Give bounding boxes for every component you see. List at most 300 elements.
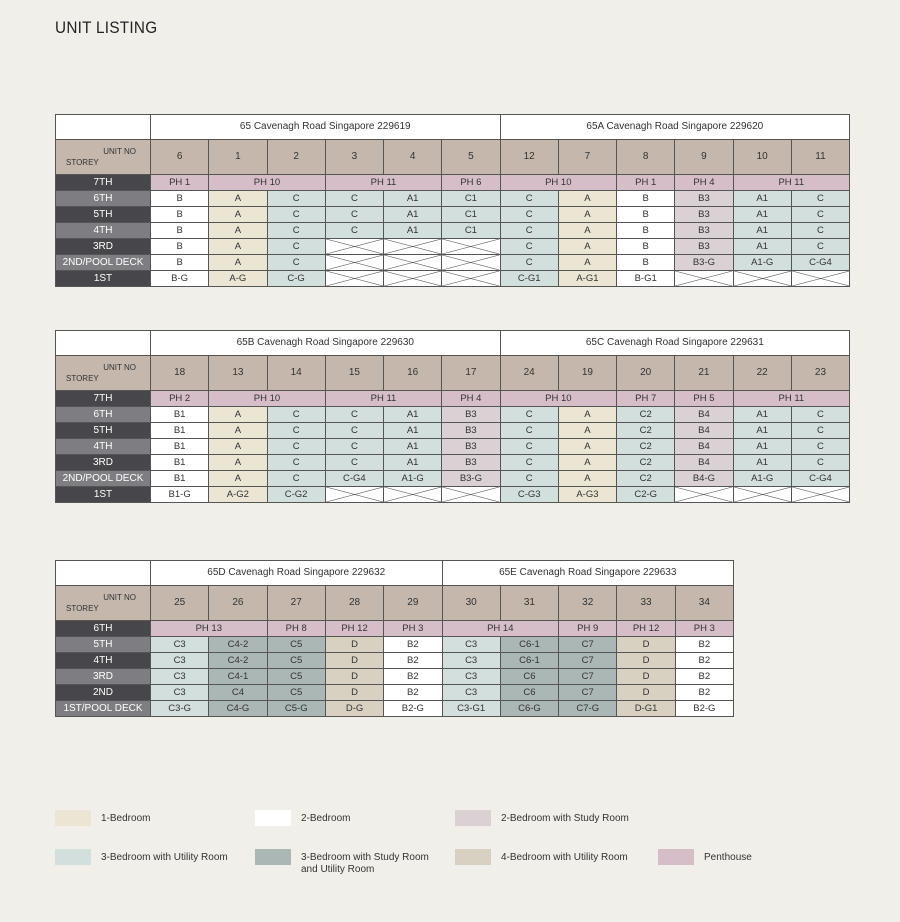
unavailable-cell bbox=[675, 487, 733, 503]
unit-type-cell: A1-G bbox=[733, 471, 791, 487]
unit-number: 15 bbox=[325, 356, 383, 391]
legend-label: 4-Bedroom with Utility Room bbox=[501, 852, 628, 863]
penthouse-cell: PH 3 bbox=[675, 621, 733, 637]
unit-type-cell: C6-1 bbox=[500, 637, 558, 653]
unit-type-cell: C bbox=[791, 439, 849, 455]
unit-type-cell: D bbox=[617, 669, 675, 685]
unit-type-cell: B4 bbox=[675, 423, 733, 439]
address-row bbox=[56, 561, 734, 586]
unit-number: 28 bbox=[325, 586, 383, 621]
unavailable-cell bbox=[733, 487, 791, 503]
address-row bbox=[56, 331, 850, 356]
storey-label-cell: 4TH bbox=[56, 439, 151, 455]
storey-label-cell: 1ST/POOL DECK bbox=[56, 701, 151, 717]
not-available-cross bbox=[326, 239, 383, 254]
penthouse-cell: PH 4 bbox=[675, 175, 733, 191]
penthouse-row bbox=[56, 621, 734, 637]
unit-number: 19 bbox=[558, 356, 616, 391]
unit-type-cell: D bbox=[617, 685, 675, 701]
not-available-cross bbox=[384, 239, 441, 254]
unit-type-cell: B3 bbox=[442, 407, 500, 423]
unit-type-cell: B3 bbox=[442, 423, 500, 439]
unit-type-cell: A-G bbox=[209, 271, 267, 287]
unit-type-cell: B bbox=[151, 207, 209, 223]
penthouse-cell: PH 14 bbox=[442, 621, 559, 637]
unit-type-cell: A1 bbox=[733, 207, 791, 223]
building-address: 65B Cavenagh Road Singapore 229630 bbox=[151, 331, 501, 356]
unit-number: 25 bbox=[151, 586, 209, 621]
penthouse-cell: PH 12 bbox=[617, 621, 675, 637]
unit-type-cell: C bbox=[791, 191, 849, 207]
penthouse-cell: PH 6 bbox=[442, 175, 500, 191]
unit-type-cell: B3 bbox=[675, 207, 733, 223]
unit-type-cell: A bbox=[209, 423, 267, 439]
unavailable-cell bbox=[791, 487, 849, 503]
unit-type-cell: B2 bbox=[675, 637, 733, 653]
storey-row bbox=[56, 207, 850, 223]
unit-type-cell: C bbox=[500, 255, 558, 271]
storey-label-cell: 7TH bbox=[56, 175, 151, 191]
unit-type-cell: C bbox=[791, 223, 849, 239]
unit-type-cell: C bbox=[267, 439, 325, 455]
unit-type-cell: C1 bbox=[442, 207, 500, 223]
unit-type-cell: C4-1 bbox=[209, 669, 267, 685]
unit-type-cell: C4-G bbox=[209, 701, 267, 717]
storey-label-cell: 6TH bbox=[56, 407, 151, 423]
unit-type-cell: C bbox=[325, 439, 383, 455]
unit-number-row bbox=[56, 140, 850, 175]
unit-table bbox=[55, 560, 734, 717]
unit-type-cell: A bbox=[558, 239, 616, 255]
unit-type-cell: A bbox=[209, 255, 267, 271]
unit-number: 24 bbox=[500, 356, 558, 391]
unit-type-cell: C3 bbox=[151, 685, 209, 701]
penthouse-cell: PH 7 bbox=[617, 391, 675, 407]
unit-type-cell: A bbox=[209, 207, 267, 223]
unit-type-cell: A-G1 bbox=[558, 271, 616, 287]
storey-label-cell: 4TH bbox=[56, 653, 151, 669]
unit-type-cell: A1 bbox=[733, 223, 791, 239]
unit-type-cell: C bbox=[325, 223, 383, 239]
unit-type-cell: B2-G bbox=[384, 701, 442, 717]
unit-type-cell: B4 bbox=[675, 407, 733, 423]
unit-type-cell: B2 bbox=[384, 653, 442, 669]
unit-type-cell: A1 bbox=[384, 407, 442, 423]
storey-row bbox=[56, 439, 850, 455]
storey-label-cell: 5TH bbox=[56, 423, 151, 439]
unit-type-cell: C3-G bbox=[151, 701, 209, 717]
unit-number: 6 bbox=[151, 140, 209, 175]
unit-number: 1 bbox=[209, 140, 267, 175]
unavailable-cell bbox=[384, 255, 442, 271]
storey-row bbox=[56, 191, 850, 207]
unit-number: 22 bbox=[733, 356, 791, 391]
unit-type-cell: C2 bbox=[617, 455, 675, 471]
unit-number-row bbox=[56, 356, 850, 391]
unit-type-cell: C3 bbox=[151, 637, 209, 653]
unit-type-cell: C bbox=[791, 239, 849, 255]
storey-label-cell: 5TH bbox=[56, 207, 151, 223]
unit-storey-header bbox=[56, 356, 151, 391]
unit-type-cell: C-G4 bbox=[791, 255, 849, 271]
storey-row bbox=[56, 255, 850, 271]
penthouse-cell: PH 8 bbox=[267, 621, 325, 637]
penthouse-cell: PH 5 bbox=[675, 391, 733, 407]
penthouse-cell: PH 11 bbox=[325, 391, 442, 407]
unit-type-cell: C bbox=[267, 423, 325, 439]
blank-cell bbox=[56, 331, 151, 356]
unit-type-cell: A bbox=[209, 455, 267, 471]
unit-type-cell: A1 bbox=[733, 455, 791, 471]
unit-type-cell: B bbox=[151, 191, 209, 207]
storey-label-cell: 2ND/POOL DECK bbox=[56, 471, 151, 487]
unit-type-cell: C bbox=[791, 407, 849, 423]
not-available-cross bbox=[675, 487, 732, 502]
unit-type-cell: C7-G bbox=[559, 701, 617, 717]
unit-number: 18 bbox=[151, 356, 209, 391]
unit-type-cell: C7 bbox=[559, 685, 617, 701]
unit-type-cell: C bbox=[500, 471, 558, 487]
penthouse-cell: PH 9 bbox=[559, 621, 617, 637]
penthouse-row bbox=[56, 175, 850, 191]
unit-type-cell: C1 bbox=[442, 191, 500, 207]
unit-type-cell: B bbox=[617, 223, 675, 239]
unit-type-cell: C bbox=[267, 255, 325, 271]
unit-number: 29 bbox=[384, 586, 442, 621]
unit-type-cell: C-G bbox=[267, 271, 325, 287]
unit-type-cell: B3-G bbox=[442, 471, 500, 487]
unit-type-cell: C-G2 bbox=[267, 487, 325, 503]
unit-type-cell: A1 bbox=[733, 439, 791, 455]
unit-type-cell: C5 bbox=[267, 685, 325, 701]
unit-type-cell: A1 bbox=[733, 407, 791, 423]
penthouse-cell: PH 11 bbox=[733, 175, 850, 191]
storey-label-cell: 2ND/POOL DECK bbox=[56, 255, 151, 271]
unit-type-cell: C bbox=[267, 207, 325, 223]
not-available-cross bbox=[734, 271, 791, 286]
unit-type-cell: A1-G bbox=[733, 255, 791, 271]
storey-label: STOREY bbox=[66, 374, 99, 383]
unit-type-cell: A1 bbox=[384, 191, 442, 207]
unit-type-cell: C1 bbox=[442, 223, 500, 239]
unavailable-cell bbox=[325, 487, 383, 503]
unit-number: 4 bbox=[384, 140, 442, 175]
unit-type-cell: B bbox=[151, 239, 209, 255]
unit-number: 7 bbox=[558, 140, 616, 175]
unavailable-cell bbox=[442, 487, 500, 503]
unit-table-block-2 bbox=[55, 330, 850, 503]
unit-number: 16 bbox=[384, 356, 442, 391]
unit-type-cell: C3 bbox=[442, 637, 500, 653]
unit-type-cell: B bbox=[151, 223, 209, 239]
legend-swatch bbox=[255, 849, 291, 865]
storey-row bbox=[56, 471, 850, 487]
unit-type-cell: C7 bbox=[559, 653, 617, 669]
storey-label-cell: 7TH bbox=[56, 391, 151, 407]
penthouse-cell: PH 10 bbox=[500, 391, 617, 407]
unit-type-cell: B1 bbox=[151, 407, 209, 423]
storey-row bbox=[56, 223, 850, 239]
unit-type-cell: B2 bbox=[675, 653, 733, 669]
penthouse-cell: PH 10 bbox=[500, 175, 617, 191]
unit-type-cell: B3 bbox=[675, 239, 733, 255]
unit-type-cell: C bbox=[325, 207, 383, 223]
unit-type-cell: A1 bbox=[384, 223, 442, 239]
storey-label-cell: 4TH bbox=[56, 223, 151, 239]
storey-row bbox=[56, 455, 850, 471]
unavailable-cell bbox=[442, 271, 500, 287]
unit-type-cell: A1 bbox=[384, 423, 442, 439]
unit-type-cell: B1 bbox=[151, 471, 209, 487]
unit-type-cell: A bbox=[558, 423, 616, 439]
unit-type-cell: C bbox=[500, 423, 558, 439]
unit-table bbox=[55, 330, 850, 503]
unit-type-cell: C2 bbox=[617, 439, 675, 455]
legend-label: 2-Bedroom with Study Room bbox=[501, 813, 629, 824]
unit-number: 17 bbox=[442, 356, 500, 391]
unit-type-cell: D bbox=[325, 653, 383, 669]
storey-row bbox=[56, 487, 850, 503]
unit-type-cell: A bbox=[209, 407, 267, 423]
penthouse-cell: PH 11 bbox=[733, 391, 850, 407]
penthouse-row bbox=[56, 391, 850, 407]
unit-type-cell: B2-G bbox=[675, 701, 733, 717]
unit-type-cell: A1 bbox=[384, 207, 442, 223]
unit-type-cell: B4-G bbox=[675, 471, 733, 487]
unit-type-cell: A bbox=[558, 439, 616, 455]
unit-type-cell: C7 bbox=[559, 669, 617, 685]
not-available-cross bbox=[442, 255, 499, 270]
unit-type-cell: A1 bbox=[733, 423, 791, 439]
building-address: 65A Cavenagh Road Singapore 229620 bbox=[500, 115, 850, 140]
unit-type-cell: A-G2 bbox=[209, 487, 267, 503]
penthouse-cell: PH 11 bbox=[325, 175, 442, 191]
unit-type-cell: C3 bbox=[442, 653, 500, 669]
unit-type-cell: A bbox=[558, 191, 616, 207]
unit-type-cell: B3 bbox=[442, 439, 500, 455]
unit-type-cell: B2 bbox=[675, 685, 733, 701]
not-available-cross bbox=[792, 487, 849, 502]
unit-type-cell: C bbox=[267, 471, 325, 487]
unit-number: 13 bbox=[209, 356, 267, 391]
unit-type-cell: A bbox=[209, 191, 267, 207]
unavailable-cell bbox=[675, 271, 733, 287]
storey-row bbox=[56, 407, 850, 423]
unit-type-cell: C bbox=[500, 239, 558, 255]
storey-label-cell: 1ST bbox=[56, 271, 151, 287]
unit-type-cell: B2 bbox=[384, 669, 442, 685]
storey-label-cell: 3RD bbox=[56, 239, 151, 255]
unit-type-cell: D-G bbox=[325, 701, 383, 717]
unit-type-cell: C-G4 bbox=[791, 471, 849, 487]
legend-swatch bbox=[255, 810, 291, 826]
building-address: 65 Cavenagh Road Singapore 229619 bbox=[151, 115, 501, 140]
unit-type-cell: B bbox=[617, 191, 675, 207]
penthouse-cell: PH 12 bbox=[325, 621, 383, 637]
unit-type-cell: C bbox=[325, 191, 383, 207]
penthouse-cell: PH 2 bbox=[151, 391, 209, 407]
unit-type-cell: C4-2 bbox=[209, 637, 267, 653]
unit-type-cell: C6-G bbox=[500, 701, 558, 717]
unit-number: 20 bbox=[617, 356, 675, 391]
penthouse-cell: PH 1 bbox=[151, 175, 209, 191]
unit-no-label: UNIT NO bbox=[103, 147, 136, 156]
unit-number: 10 bbox=[733, 140, 791, 175]
unit-type-cell: A bbox=[558, 471, 616, 487]
not-available-cross bbox=[675, 271, 732, 286]
legend-swatch bbox=[55, 810, 91, 826]
unit-number: 5 bbox=[442, 140, 500, 175]
unit-type-cell: C6 bbox=[500, 669, 558, 685]
legend-label: Penthouse bbox=[704, 852, 752, 863]
unit-number: 11 bbox=[791, 140, 849, 175]
unit-type-cell: C-G4 bbox=[325, 471, 383, 487]
unit-type-cell: D bbox=[325, 637, 383, 653]
penthouse-cell: PH 3 bbox=[384, 621, 442, 637]
unit-type-cell: C bbox=[267, 407, 325, 423]
unit-number: 31 bbox=[500, 586, 558, 621]
storey-row bbox=[56, 669, 734, 685]
storey-row bbox=[56, 653, 734, 669]
unit-type-cell: C4-2 bbox=[209, 653, 267, 669]
blank-cell bbox=[56, 561, 151, 586]
penthouse-cell: PH 13 bbox=[151, 621, 268, 637]
unit-type-cell: A bbox=[558, 455, 616, 471]
unit-number: 33 bbox=[617, 586, 675, 621]
unit-number: 12 bbox=[500, 140, 558, 175]
building-address: 65C Cavenagh Road Singapore 229631 bbox=[500, 331, 850, 356]
unit-type-cell: B4 bbox=[675, 439, 733, 455]
unit-type-cell: C2 bbox=[617, 471, 675, 487]
storey-row bbox=[56, 271, 850, 287]
not-available-cross bbox=[384, 487, 441, 502]
legend-label: 3-Bedroom with Study Room and Utility Room bbox=[301, 852, 429, 875]
unit-type-cell: C5 bbox=[267, 637, 325, 653]
storey-row bbox=[56, 701, 734, 717]
unit-type-cell: C-G3 bbox=[500, 487, 558, 503]
unit-type-cell: A bbox=[209, 439, 267, 455]
unit-no-label: UNIT NO bbox=[103, 363, 136, 372]
unit-number: 34 bbox=[675, 586, 733, 621]
storey-label-cell: 6TH bbox=[56, 621, 151, 637]
legend-swatch bbox=[455, 810, 491, 826]
unit-type-cell: B-G1 bbox=[617, 271, 675, 287]
unit-type-cell: A1 bbox=[733, 191, 791, 207]
storey-label-cell: 5TH bbox=[56, 637, 151, 653]
penthouse-cell: PH 1 bbox=[617, 175, 675, 191]
unit-type-cell: A bbox=[558, 223, 616, 239]
unit-type-cell: B3-G bbox=[675, 255, 733, 271]
unit-type-cell: D bbox=[325, 685, 383, 701]
penthouse-cell: PH 10 bbox=[209, 175, 326, 191]
storey-label-cell: 1ST bbox=[56, 487, 151, 503]
not-available-cross bbox=[326, 271, 383, 286]
unit-type-cell: C3-G1 bbox=[442, 701, 500, 717]
unit-type-cell: C2-G bbox=[617, 487, 675, 503]
unit-type-cell: A1 bbox=[384, 439, 442, 455]
legend-label: 2-Bedroom bbox=[301, 813, 351, 824]
unit-number: 3 bbox=[325, 140, 383, 175]
address-row bbox=[56, 115, 850, 140]
unit-type-cell: C6 bbox=[500, 685, 558, 701]
unit-type-cell: B4 bbox=[675, 455, 733, 471]
unit-type-cell: C2 bbox=[617, 407, 675, 423]
unit-type-cell: C3 bbox=[442, 669, 500, 685]
unavailable-cell bbox=[384, 271, 442, 287]
unit-number: 30 bbox=[442, 586, 500, 621]
unit-type-cell: C bbox=[325, 407, 383, 423]
unit-number: 27 bbox=[267, 586, 325, 621]
not-available-cross bbox=[442, 271, 499, 286]
unit-type-cell: B3 bbox=[675, 223, 733, 239]
penthouse-cell: PH 10 bbox=[209, 391, 326, 407]
storey-label-cell: 3RD bbox=[56, 455, 151, 471]
not-available-cross bbox=[326, 255, 383, 270]
unit-type-cell: C5 bbox=[267, 669, 325, 685]
unit-type-cell: C bbox=[791, 423, 849, 439]
unit-number: 26 bbox=[209, 586, 267, 621]
storey-row bbox=[56, 685, 734, 701]
unit-type-cell: C bbox=[791, 207, 849, 223]
unit-type-cell: C7 bbox=[559, 637, 617, 653]
unit-type-cell: B bbox=[617, 255, 675, 271]
page-title: UNIT LISTING bbox=[55, 18, 158, 37]
unit-table bbox=[55, 114, 850, 287]
storey-row bbox=[56, 637, 734, 653]
unit-type-cell: C bbox=[791, 455, 849, 471]
unit-type-cell: C5 bbox=[267, 653, 325, 669]
unavailable-cell bbox=[791, 271, 849, 287]
unit-type-cell: B bbox=[617, 207, 675, 223]
storey-row bbox=[56, 239, 850, 255]
unit-type-cell: B1 bbox=[151, 439, 209, 455]
penthouse-cell: PH 4 bbox=[442, 391, 500, 407]
unit-table-block-1 bbox=[55, 114, 850, 287]
unit-type-cell: C bbox=[267, 223, 325, 239]
unit-type-cell: B bbox=[151, 255, 209, 271]
unavailable-cell bbox=[325, 239, 383, 255]
storey-label: STOREY bbox=[66, 158, 99, 167]
legend-label: 1-Bedroom bbox=[101, 813, 151, 824]
unit-type-cell: C bbox=[500, 455, 558, 471]
unit-type-cell: B2 bbox=[675, 669, 733, 685]
unit-storey-header bbox=[56, 586, 151, 621]
unit-type-cell: B2 bbox=[384, 637, 442, 653]
unavailable-cell bbox=[325, 255, 383, 271]
unit-type-cell: C6-1 bbox=[500, 653, 558, 669]
storey-row bbox=[56, 423, 850, 439]
unit-number: 23 bbox=[791, 356, 849, 391]
building-address: 65D Cavenagh Road Singapore 229632 bbox=[151, 561, 443, 586]
unit-type-cell: A1-G bbox=[384, 471, 442, 487]
unit-type-cell: D bbox=[617, 653, 675, 669]
not-available-cross bbox=[734, 487, 791, 502]
unit-type-cell: A-G3 bbox=[558, 487, 616, 503]
unit-type-cell: C3 bbox=[151, 669, 209, 685]
unavailable-cell bbox=[442, 239, 500, 255]
unit-type-cell: B2 bbox=[384, 685, 442, 701]
unit-number: 2 bbox=[267, 140, 325, 175]
not-available-cross bbox=[442, 487, 499, 502]
unit-type-cell: B bbox=[617, 239, 675, 255]
unit-type-cell: C3 bbox=[442, 685, 500, 701]
unit-type-cell: D-G1 bbox=[617, 701, 675, 717]
unit-type-cell: C bbox=[500, 191, 558, 207]
unit-type-cell: C bbox=[500, 439, 558, 455]
unit-type-cell: A1 bbox=[733, 239, 791, 255]
not-available-cross bbox=[442, 239, 499, 254]
unit-type-cell: C bbox=[325, 455, 383, 471]
